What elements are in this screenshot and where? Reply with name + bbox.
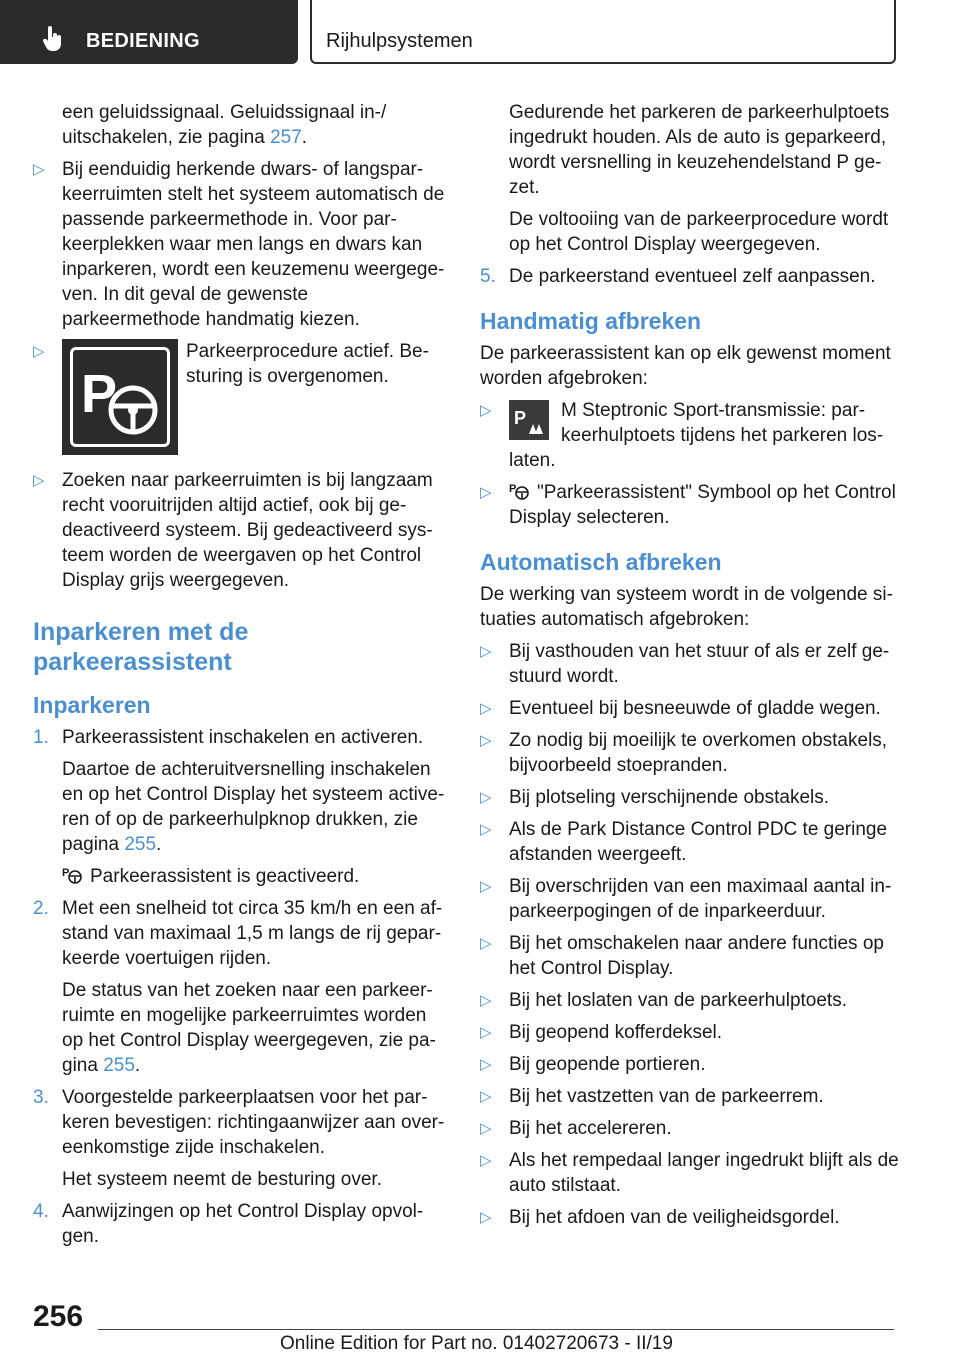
- triangle-bullet-icon: ▷: [480, 992, 492, 1009]
- list-item: ▷ Bij het accelereren.: [480, 1118, 672, 1139]
- triangle-bullet-icon: ▷: [33, 343, 45, 360]
- list-item: ▷ Bij geopende portieren.: [480, 1054, 706, 1075]
- page-header: [0, 0, 960, 66]
- section-heading: Inparkeren met de parkeerassistent: [33, 618, 249, 676]
- list-item: ▷ Bij het loslaten van de parkeerhulptoets.: [480, 990, 847, 1011]
- page-link[interactable]: 255: [103, 1055, 135, 1076]
- page-link[interactable]: 257: [270, 127, 302, 148]
- list-item: ▷ Als de Park Distance Control PDC te geringe afstanden weergeeft.: [480, 819, 888, 865]
- list-item: ▷ Zo nodig bij moeilijk te overkomen obstakels, bijvoorbeeld stoepranden.: [480, 730, 888, 776]
- parking-button-icon: [509, 400, 549, 440]
- step-item: 1. Parkeerassistent inschakelen en activeren. Daartoe de achteruitversnelling inschakelen en op het Control Display het systeem activeren of op de parkeerhulpknop drukken, zie pagina 255. P Parkeerassistent is geactiveerd.: [33, 725, 447, 889]
- step-item: 5. De parkeerstand eventueel zelf aanpassen.: [480, 266, 876, 287]
- svg-text:P: P: [509, 483, 517, 495]
- triangle-bullet-icon: ▷: [33, 161, 45, 178]
- paragraph: De status van het zoeken naar een parkeerruimte en mogelijke parkeerruimtes worden op het Control Display weergegeven, zie pagina 255.: [62, 980, 436, 1076]
- triangle-bullet-icon: ▷: [480, 402, 492, 419]
- triangle-bullet-icon: ▷: [480, 732, 492, 749]
- svg-text:P: P: [514, 408, 527, 428]
- page-link[interactable]: 255: [124, 834, 157, 855]
- triangle-bullet-icon: ▷: [480, 1024, 492, 1041]
- section-label: BEDIENING: [86, 30, 200, 52]
- edition-text: Online Edition for Part no. 01402720673 - II/19: [280, 1333, 673, 1354]
- parking-assistant-icon: [509, 481, 531, 501]
- chapter-tab: [310, 0, 896, 64]
- parking-assistant-icon: [62, 865, 84, 885]
- triangle-bullet-icon: ▷: [480, 1209, 492, 1226]
- subsection-heading: Inparkeren: [33, 692, 151, 718]
- list-item: ▷ Bij eenduidig herkende dwars- of langsparkeerruimten stelt het systeem automatisch de passende parkeermethode in. Voor parkeerplekken waar men langs en dwars kan inparkeren, wordt een keuzemenu weergegeven. In dit geval de gewenste parkeermethode handmatig kiezen.: [33, 159, 445, 330]
- list-item: ▷ Bij het vastzetten van de parkeerrem.: [480, 1086, 824, 1107]
- list-item: ▷ Bij het afdoen van de veiligheidsgordel.: [480, 1207, 840, 1228]
- chapter-label: Rijhulpsystemen: [326, 30, 473, 52]
- triangle-bullet-icon: ▷: [480, 789, 492, 806]
- list-item: ▷ Bij overschrijden van een maximaal aantal inparkeerpogingen of de inparkeerduur.: [480, 876, 892, 922]
- paragraph: P Parkeerassistent is geactiveerd.: [62, 866, 360, 887]
- parking-steering-icon: [62, 339, 178, 455]
- list-item: ▷ Bij geopend kofferdeksel.: [480, 1022, 723, 1043]
- auto-abort-list: [480, 639, 900, 1230]
- subsection-heading: Handmatig afbreken: [480, 308, 702, 334]
- list-item: ▷ P Parkeerprocedure actief. Besturing is overgenomen.: [33, 339, 447, 461]
- triangle-bullet-icon: ▷: [480, 700, 492, 717]
- paragraph: De werking van systeem wordt in de volgende situaties automatisch afgebroken:: [480, 584, 893, 630]
- triangle-bullet-icon: ▷: [480, 643, 492, 660]
- triangle-bullet-icon: ▷: [480, 1120, 492, 1137]
- list-item: ▷ P "Parkeerassistent" Symbool op het Control Display selecteren.: [480, 482, 896, 528]
- right-column: [480, 100, 900, 1237]
- list-item: ▷ Bij het omschakelen naar andere functies op het Control Display.: [480, 933, 884, 979]
- list-item: ▷ Bij vasthouden van het stuur of als er zelf gestuurd wordt.: [480, 641, 890, 687]
- step-item: 2. Met een snelheid tot circa 35 km/h en een afstand van maximaal 1,5 m langs de rij geparkeerde voertuigen rijden. De status van het zoeken naar een parkeerruimte en mogelijke parkeerruimtes worden op het Control Display weergegeven, zie pagina 255.: [33, 896, 447, 1078]
- paragraph: een geluidssignaal. Geluidssignaal in-/ uitschakelen, zie pagina 257.: [62, 102, 387, 148]
- section-tab: [0, 0, 298, 64]
- triangle-bullet-icon: ▷: [480, 821, 492, 838]
- step-item: 3. Voorgestelde parkeerplaatsen voor het parkeren bevestigen: richtingaanwijzer aan overeenkomstige zijde inschakelen. Het systeem neemt de besturing over.: [33, 1085, 447, 1192]
- paragraph: De voltooiing van de parkeerprocedure wordt op het Control Display weergegeven.: [509, 209, 889, 255]
- page-number: 256: [33, 1300, 84, 1333]
- triangle-bullet-icon: ▷: [480, 1152, 492, 1169]
- list-item: ▷ Eventueel bij besneeuwde of gladde wegen.: [480, 698, 881, 719]
- paragraph: Gedurende het parkeren de parkeerhulptoets ingedrukt houden. Als de auto is geparkeerd, wordt versnelling in keuzehendelstand P gezet.: [509, 102, 890, 198]
- triangle-bullet-icon: ▷: [480, 878, 492, 895]
- paragraph: De parkeerassistent kan op elk gewenst moment worden afgebroken:: [480, 343, 891, 389]
- list-item: ▷ P M Steptronic Sport-transmissie: parkeerhulptoets tijdens het parkeren loslaten.: [480, 400, 884, 471]
- svg-text:P: P: [81, 364, 118, 424]
- hand-pointer-icon: [42, 26, 64, 52]
- triangle-bullet-icon: ▷: [480, 1056, 492, 1073]
- triangle-bullet-icon: ▷: [33, 472, 45, 489]
- triangle-bullet-icon: ▷: [480, 1088, 492, 1105]
- left-column: [33, 100, 447, 1256]
- list-item: ▷ Bij plotseling verschijnende obstakels.: [480, 787, 830, 808]
- step-item: 4. Aanwijzingen op het Control Display opvolgen.: [33, 1201, 424, 1247]
- svg-text:P: P: [62, 867, 70, 879]
- list-item: ▷ Zoeken naar parkeerruimten is bij langzaam recht vooruitrijden altijd actief, ook bij gedeactiveerd systeem. Bij gedeactiveerd systeem worden de weergaven op het Control Display grijs weergegeven.: [33, 470, 433, 591]
- triangle-bullet-icon: ▷: [480, 484, 492, 501]
- footer-divider: [98, 1329, 894, 1330]
- subsection-heading: Automatisch afbreken: [480, 549, 722, 575]
- paragraph: Het systeem neemt de besturing over.: [62, 1169, 382, 1190]
- paragraph: Daartoe de achteruitversnelling inschakelen en op het Control Display het systeem activeren of op de parkeerhulpknop drukken, zie pagina 255.: [62, 759, 445, 855]
- triangle-bullet-icon: ▷: [480, 935, 492, 952]
- list-item: ▷ Als het rempedaal langer ingedrukt blijft als de auto stilstaat.: [480, 1150, 899, 1196]
